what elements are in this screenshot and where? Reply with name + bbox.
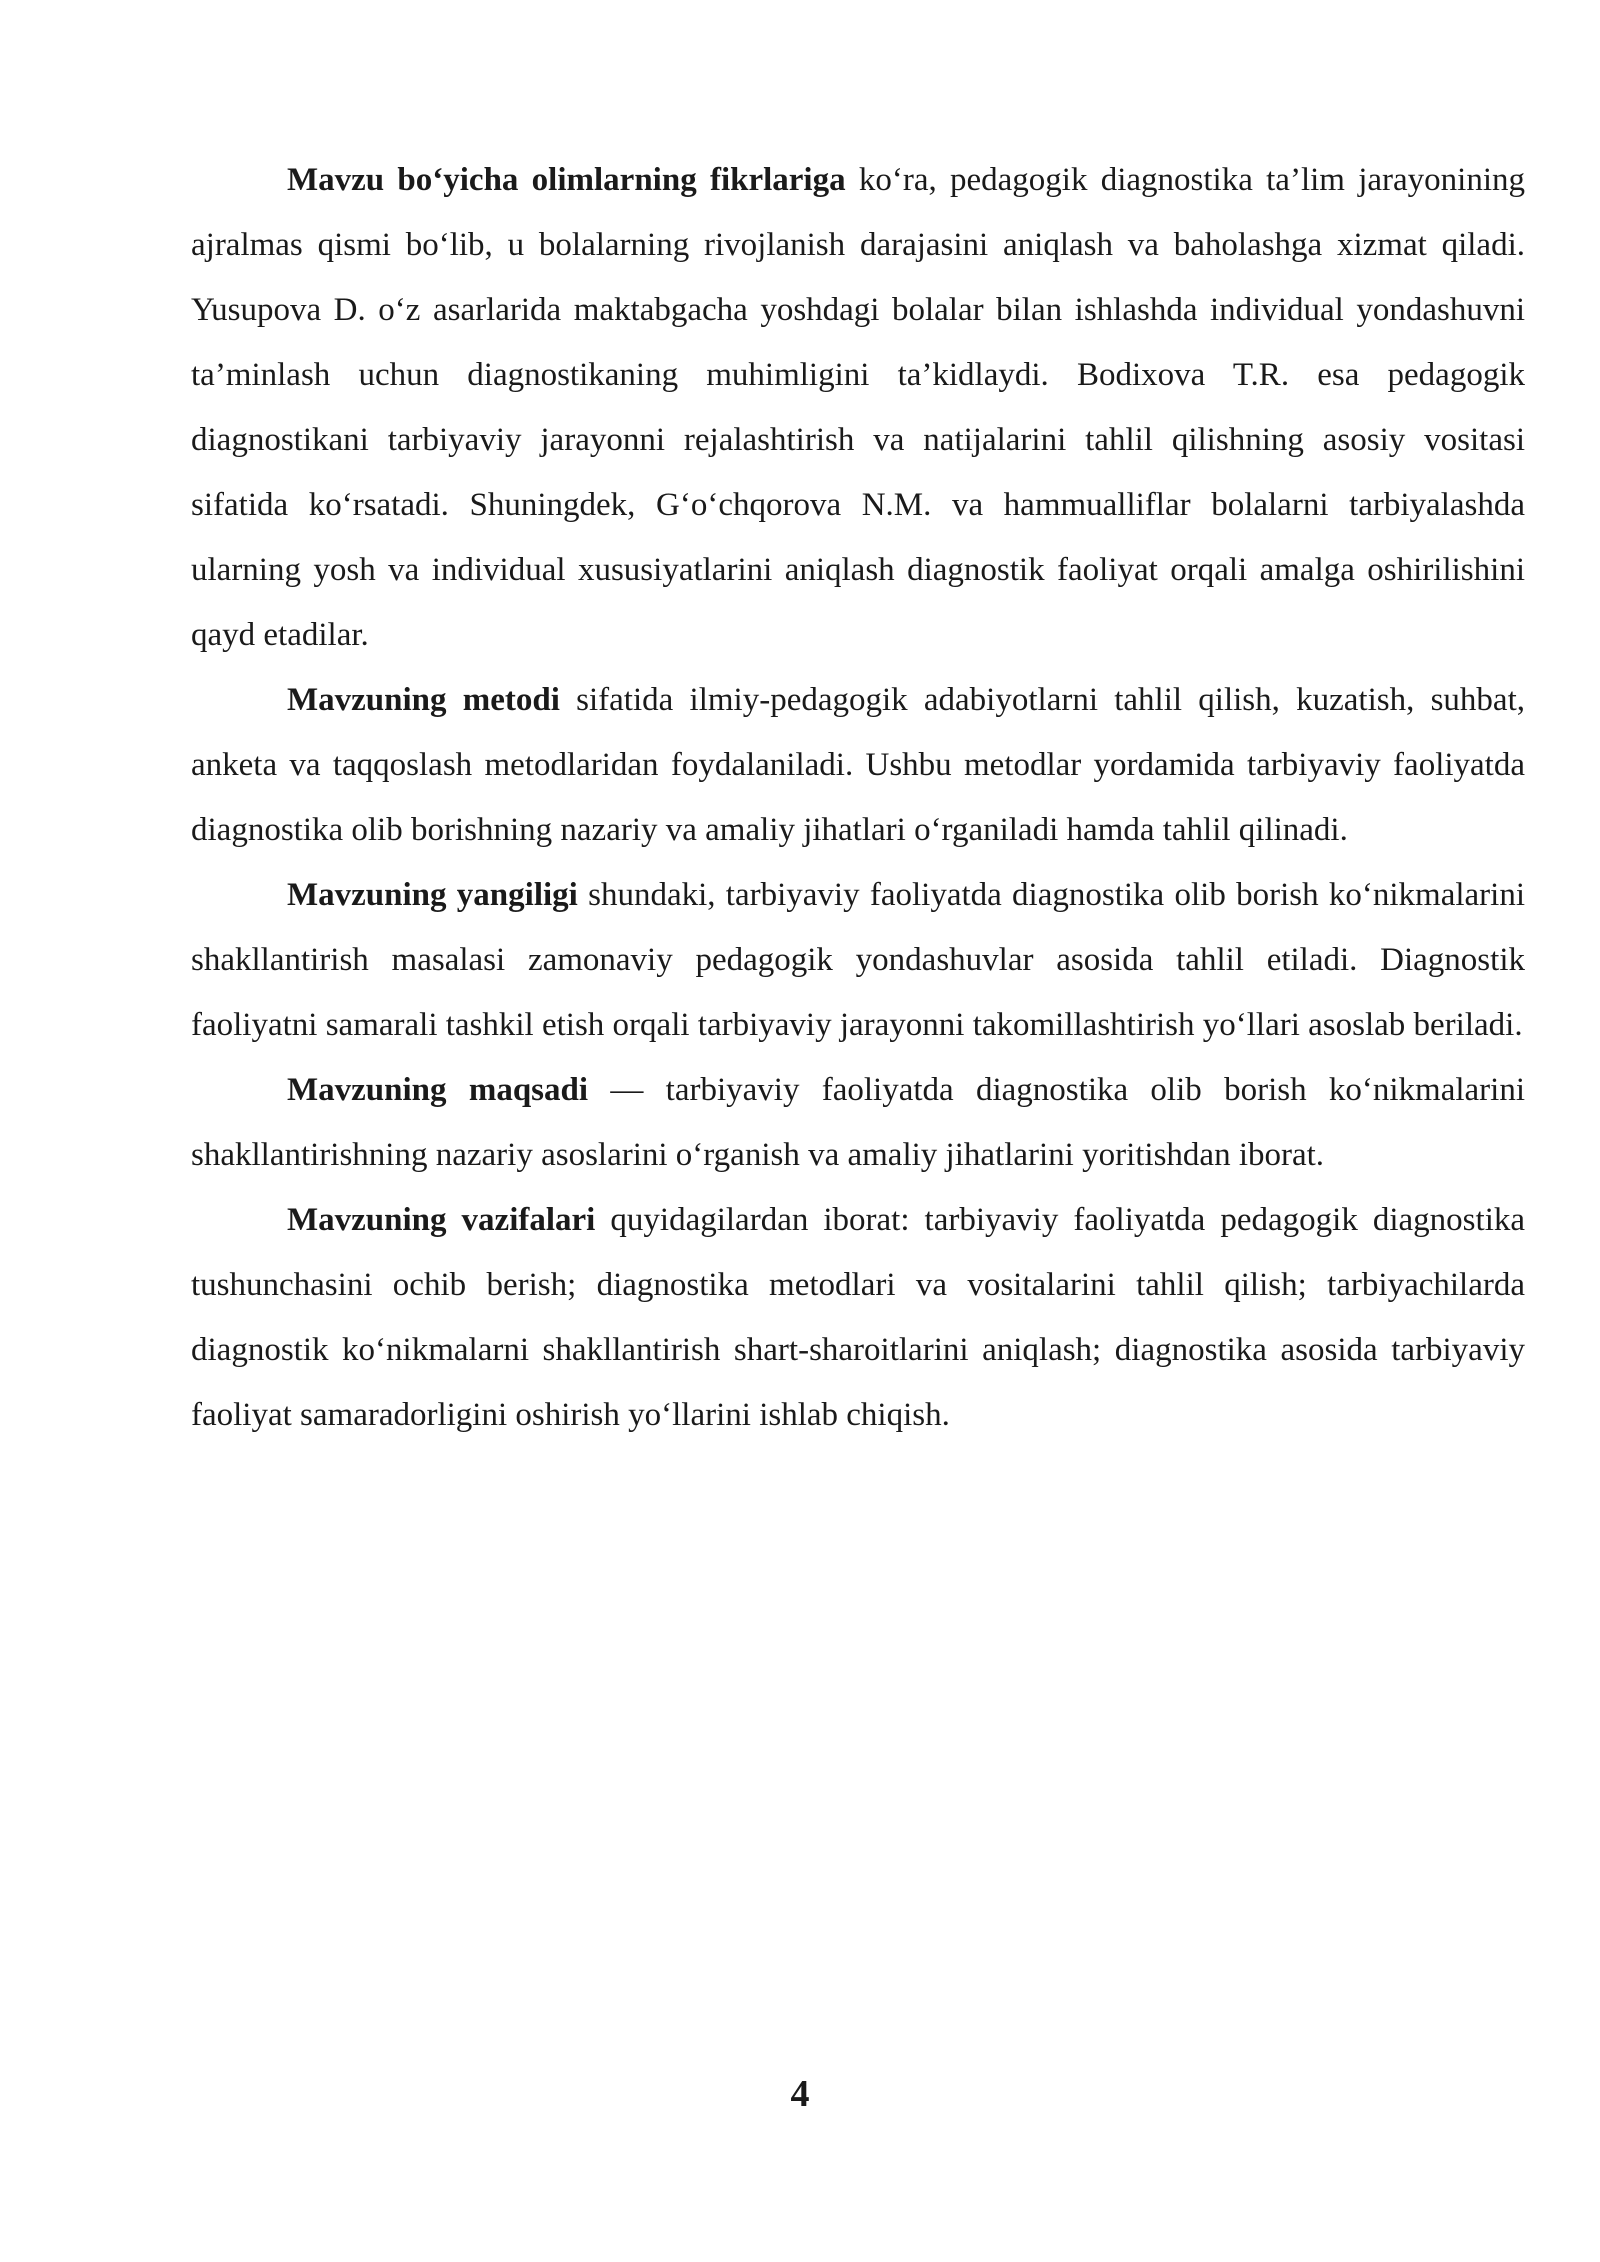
paragraph-tasks <box>191 1188 1525 1448</box>
paragraph-lead: Mavzuning vazifalari <box>287 1202 596 1238</box>
page-number: 4 <box>790 2073 810 2115</box>
paragraph-method <box>191 668 1525 863</box>
paragraph-lead: Mavzu bo‘yicha olimlarning fikrlariga <box>287 162 846 198</box>
paragraph-lead: Mavzuning maqsadi <box>287 1072 589 1108</box>
paragraph-text: shundaki, tarbiyaviy faoliyatda diagnostika olib borish ko‘nikmalarini shakllantirish masalasi zamonaviy pedagogik yondashuvlar asosida tahlil etiladi. Diagnostik faoliyatni samarali tashkil etish orqali tarbiyaviy jarayonni takomillashtirish yo‘llari asoslab beriladi. <box>191 877 1525 1043</box>
paragraph-text: sifatida ilmiy-pedagogik adabiyotlarni tahlil qilish, kuzatish, suhbat, anketa va taqqoslash metodlaridan foydalaniladi. Ushbu metodlar yordamida tarbiyaviy faoliyatda diagnostika olib borishning nazariy va amaliy jihatlari o‘rganiladi hamda tahlil qilinadi. <box>191 682 1525 848</box>
paragraph-text: quyidagilardan iborat: tarbiyaviy faoliyatda pedagogik diagnostika tushunchasini ochib berish; diagnostika metodlari va vositalarini tahlil qilish; tarbiyachilarda diagnostik ko‘nikmalarni shakllantirish shart-sharoitlarini aniqlash; diagnostika asosida tarbiyaviy faoliyat samaradorligini oshirish yo‘llarini ishlab chiqish. <box>191 1202 1526 1433</box>
paragraph-text: — tarbiyaviy faoliyatda diagnostika olib borish ko‘nikmalarini shakllantirishning nazariy asoslarini o‘rganish va amaliy jihatlarini yoritishdan iborat. <box>191 1072 1525 1173</box>
paragraph-novelty <box>191 863 1525 1058</box>
paragraph-goal <box>191 1058 1525 1188</box>
body-text <box>191 148 1525 1448</box>
paragraph-lead: Mavzuning yangiligi <box>287 877 578 913</box>
paragraph-text: ko‘ra, pedagogik diagnostika ta’lim jarayonining ajralmas qismi bo‘lib, u bolalarning rivojlanish darajasini aniqlash va baholashga xizmat qiladi. Yusupova D. o‘z asarlarida maktabgacha yoshdagi bolalar bilan ishlashda individual yondashuvni ta’minlash uchun diagnostikaning muhimligini ta’kidlaydi. Bodixova T.R. esa pedagogik diagnostikani tarbiyaviy jarayonni rejalashtirish va natijalarini tahlil qilishning asosiy vositasi sifatida ko‘rsatadi. Shuningdek, G‘o‘chqorova N.M. va hammualliflar bolalarni tarbiyalashda ularning yosh va individual xususiyatlarini aniqlash diagnostik faoliyat orqali amalga oshirilishini qayd etadilar. <box>191 162 1525 653</box>
paragraph-lead: Mavzuning metodi <box>287 682 560 718</box>
paragraph-scholars-views <box>191 148 1525 668</box>
